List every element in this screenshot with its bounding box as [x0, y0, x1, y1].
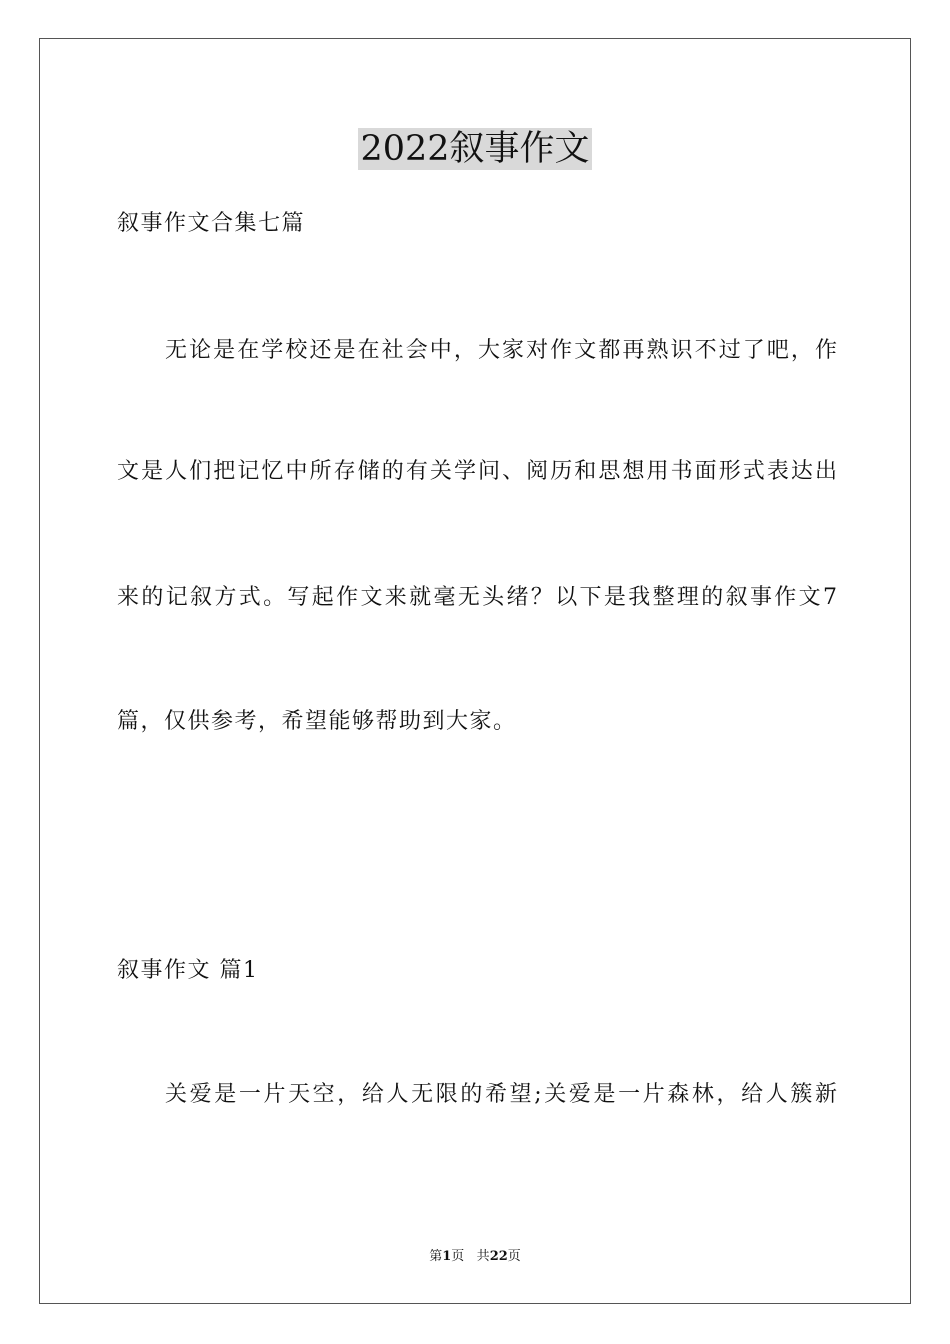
footer-total-suffix: 页: [507, 1249, 521, 1264]
document-title: 2022叙事作文: [360, 129, 590, 169]
footer-page-suffix: 页: [451, 1249, 465, 1264]
intro-line-3: 来的记叙方式。写起作文来就毫无头绪？以下是我整理的叙事作文7: [117, 585, 837, 610]
footer-total-prefix: 共: [476, 1249, 490, 1264]
intro-line-2: 文是人们把记忆中所存储的有关学问、阅历和思想用书面形式表达出: [117, 459, 837, 484]
section-line-1: 关爱是一片天空，给人无限的希望;关爱是一片森林，给人簇新: [165, 1082, 837, 1107]
document-title-container: [0, 128, 950, 170]
footer-page-prefix: 第: [429, 1249, 443, 1264]
footer-total-pages: 22: [489, 1249, 508, 1264]
document-subtitle: 叙事作文合集七篇: [117, 211, 306, 236]
page-footer: [0, 1248, 950, 1266]
footer-page-number: 1: [442, 1249, 452, 1264]
intro-line-1: 无论是在学校还是在社会中，大家对作文都再熟识不过了吧，作: [165, 338, 837, 363]
intro-line-4: 篇，仅供参考，希望能够帮助到大家。: [117, 709, 517, 734]
section-heading: 叙事作文 篇1: [117, 958, 259, 983]
